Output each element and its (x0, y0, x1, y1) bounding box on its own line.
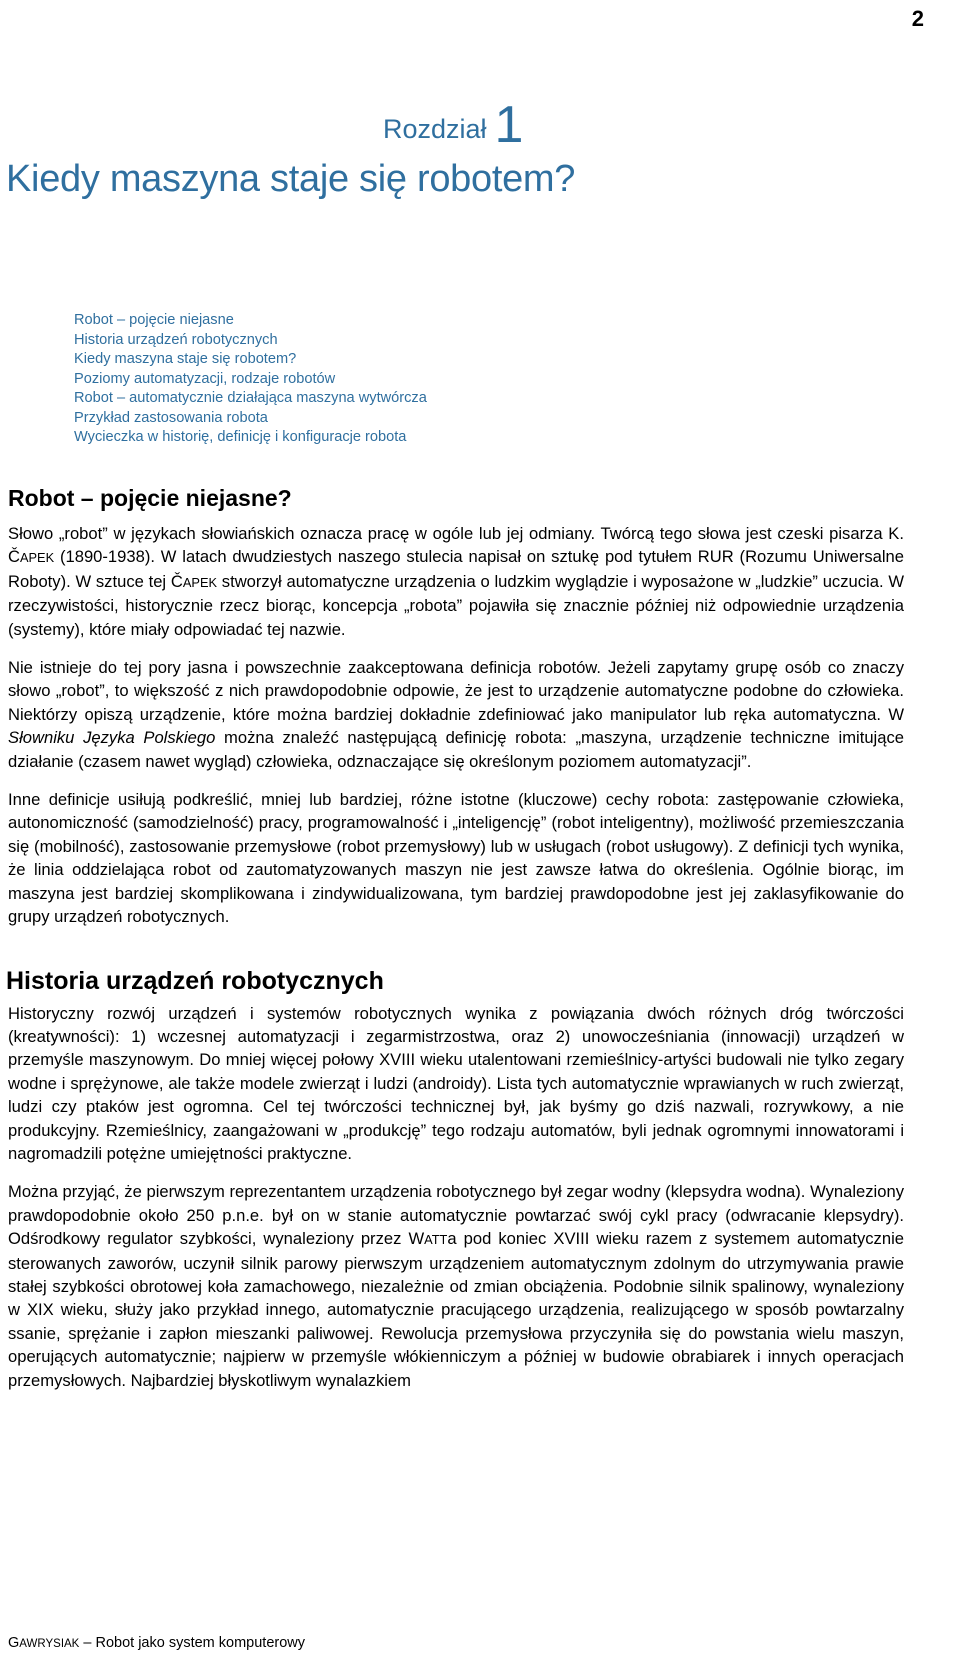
toc-item: Poziomy automatyzacji, rodzaje robotów (74, 370, 336, 387)
toc-item: Robot – automatycznie działająca maszyna wytwórcza (74, 390, 427, 406)
toc-item: Robot – pojęcie niejasne (74, 312, 234, 328)
toc-item: Przykład zastosowania robota (74, 409, 268, 426)
text-run: Nie istnieje do tej pory jasna i powszechnie zaakceptowana definicja robotów. Jeżeli zapytamy grupę osób co znaczy słowo „robot”, to większość z nich prawdopodobnie odpowie, że jest to urządzenie automatyczne podobne do człowieka. Niektórzy opiszą urządzenie, które można bardziej dokładnie zdefiniować jako manipulator lub ręka automatyczna. W (8, 658, 904, 724)
toc-item: Wycieczka w historię, definicję i konfiguracje robota (74, 429, 407, 445)
footer-separator: – (79, 1635, 96, 1651)
text-run: można znaleźć następującą definicję robota: „maszyna, urządzenie techniczne imitujące działanie (czasem nawet wygląd) człowieka, odznaczające się określonym poziomem automatyzacji”. (8, 728, 904, 771)
small-caps-name: ATT (424, 1232, 448, 1248)
toc-item: Historia urządzeń robotycznych (74, 331, 278, 348)
paragraph (8, 1180, 904, 1392)
chapter-number: 1 (494, 96, 524, 154)
chapter-contents-list (74, 311, 427, 448)
page-footer (8, 1635, 305, 1651)
page-body (8, 485, 904, 1407)
text-run: Słowo „robot” w językach słowiańskich oznacza pracę w ogóle lub jej odmiany. Twórcą tego słowa jest czeski pisarza K. Č (8, 524, 904, 567)
paragraph: Historyczny rozwój urządzeń i systemów robotycznych wynika z powiązania dwóch różnych dróg twórczości (kreatywności): 1) wczesnej automatyzacji i zegarmistrzostwa, oraz 2) unowocześniania (innowacji) urządzeń w przemyśle maszynowym. Do mniej więcej połowy XVIII wieku utalentowani rzemieślnicy-artyści budowali nie tylko zegary wodne i sprężynowe, ale także modele zwierząt i ludzi (androidy). Lista tych automatycznie wprawianych w ruch zwierząt, ludzi czy ptaków jest ogromna. Cel tej twórczości technicznej był, jak byśmy go dziś nazwali, rozrywkowy, a nie produkcyjny. Rzemieślnicy, zaangażowani w „produkcję” tego rodzaju automatów, byli jednak ogromnymi innowatorami i nagromadzili potężne umiejętności praktyczne. (8, 1003, 904, 1163)
chapter-label-text: Rozdział (383, 114, 487, 144)
text-run: Można przyjąć, że pierwszym reprezentantem urządzenia robotycznego był zegar wodny (klepsydra wodna). Wynaleziony prawdopodobnie około 250 p.n.e. był on w stanie automatycznie powtarzać swój cykl pracy (odwracanie klepsydry). Odśrodkowy regulator szybkości, wynaleziony przez W (8, 1182, 904, 1249)
footer-title: Robot jako system komputerowy (95, 1635, 306, 1651)
chapter-title: Kiedy maszyna staje się robotem? (6, 158, 576, 200)
chapter-label (383, 95, 523, 155)
text-run: (1890-1938). W latach dwudziestych naszego stulecia napisał on sztukę pod tytułem RUR (Rozumu Uniwersalne Roboty). W sztuce tej Č (8, 547, 904, 591)
footer-author-initial: G (8, 1635, 20, 1651)
text-run: stworzył automatyczne urządzenia o ludzkim wyglądzie i wyposażone w „ludzkie” uczucia. W rzeczywistości, historycznie rzecz biorąc, koncepcja „robota” pojawiła się znacznie później niż odpowiednie urządzenia (systemy), które miały odpowiadać tej nazwie. (8, 571, 904, 639)
toc-item: Kiedy maszyna staje się robotem? (74, 351, 297, 367)
footer-author: AWRYSIAK (19, 1638, 80, 1650)
small-caps-name: APEK (19, 550, 55, 566)
paragraph (8, 522, 904, 641)
text-run: a pod koniec XVIII wieku razem z systemem automatycznie sterowanych zaworów, uczynił silnik parowy pierwszym urządzeniem automatycznym zdolnym do utrzymywania prawie stałej szybkości obrotowej koła zamachowego, niezależnie od zmian obciążenia. Podobnie silnik spalinowy, wynaleziony w XIX wieku, służy jako przykład innego, automatycznie pracującego urządzenia, realizującego w sposób powtarzalny ssanie, sprężanie i zapłon mieszanki paliwowej. Rewolucja przemysłowa przyczyniła się do powstania wielu maszyn, operujących automatycznie; najpierw w przemyśle włókienniczym a później w budowie obrabiarek i innych operacjach przemysłowych. Najbardziej błyskotliwym wynalazkiem (8, 1229, 904, 1390)
section-heading-robot: Robot – pojęcie niejasne? (8, 485, 292, 511)
section-heading-history: Historia urządzeń robotycznych (6, 966, 384, 995)
small-caps-name: APEK (182, 574, 218, 590)
italic-title: Słowniku Języka Polskiego (8, 728, 216, 748)
paragraph (8, 656, 904, 773)
paragraph: Inne definicje usiłują podkreślić, mniej lub bardziej, różne istotne (kluczowe) cechy robota: zastępowanie człowieka, autonomiczność (samodzielność) pracy, programowalność i „inteligencję” (robot inteligentny), możliwość przemieszczania się (mobilność), zastosowanie przemysłowe (robot przemysłowy) lub w usługach (robot usługowy). Z definicji tych wynika, że linia oddzielająca robot od zautomatyzowanych maszyn nie jest zawsze łatwa do określenia. Ogólnie biorąc, im maszyna jest bardziej skomplikowana i zindywidualizowana, tym bardziej prawdopodobne jest jej zaklasyfikowanie do grupy urządzeń robotycznych. (8, 790, 904, 927)
page-number: 2 (911, 6, 924, 31)
